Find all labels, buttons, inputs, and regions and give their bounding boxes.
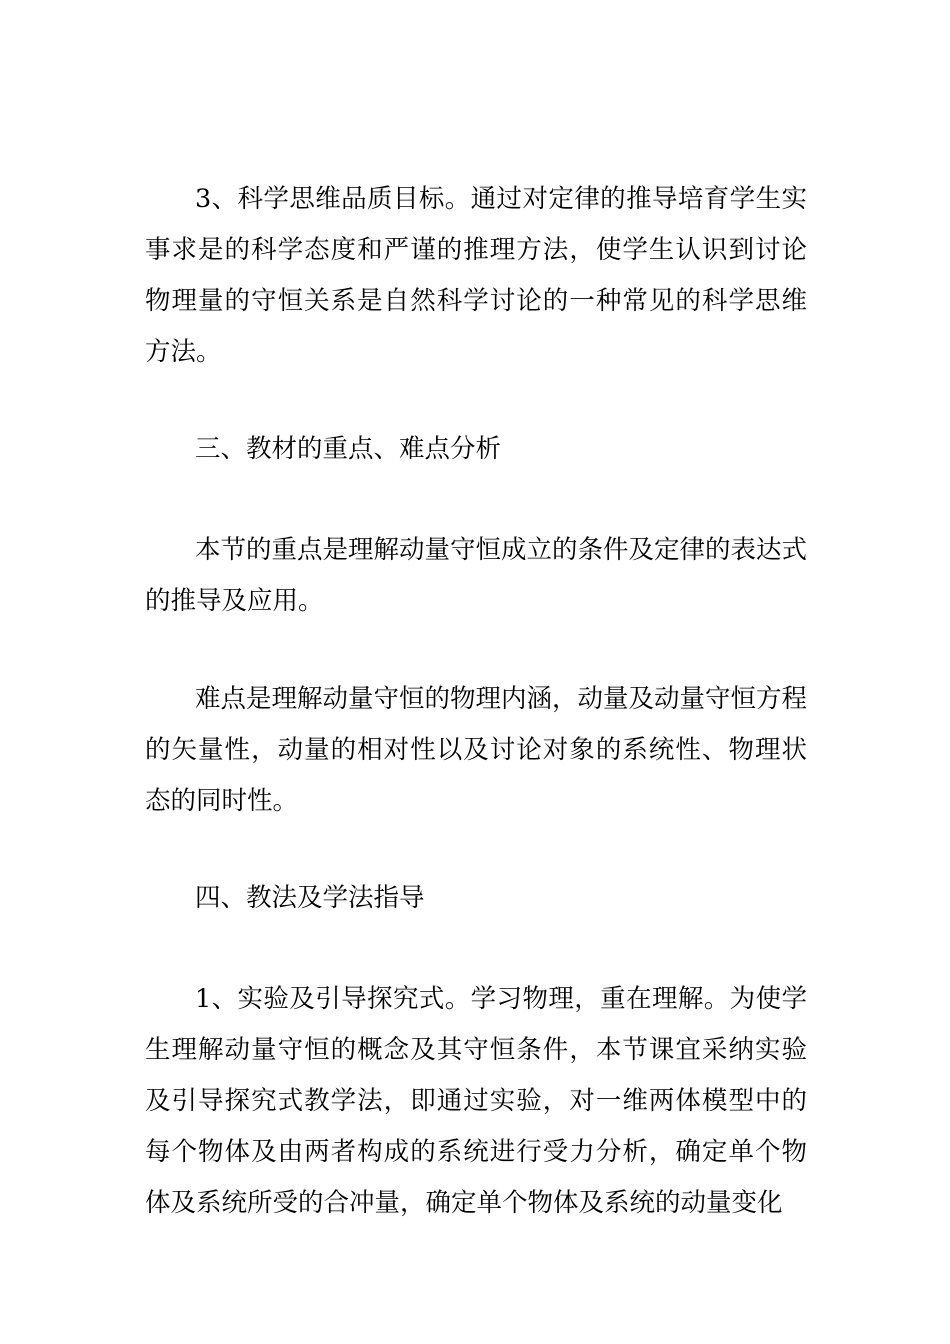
- paragraph-experiment-inquiry-method: 1、实验及引导探究式。学习物理，重在理解。为使学生理解动量守恒的概念及其守恒条件，本节课宜采纳实验及引导探究式教学法，即通过实验，对一维两体模型中的每个物体及由两者构成的系统进行受力分析，确定单个物体及系统所受的合冲量，确定单个物体及系统的动量变化: [145, 984, 807, 1218]
- paragraph-difficulty: 难点是理解动量守恒的物理内涵，动量及动量守恒方程的矢量性，动量的相对性以及讨论对象的系统性、物理状态的同时性。: [145, 684, 808, 816]
- paragraph-thinking-quality-goal: 3、科学思维品质目标。通过对定律的推导培育学生实事求是的科学态度和严谨的推理方法，使学生认识到讨论物理量的守恒关系是自然科学讨论的一种常见的科学思维方法。: [145, 184, 807, 367]
- section-heading-key-difficult-points: 三、教材的重点、难点分析: [195, 434, 502, 464]
- paragraph-key-point: 本节的重点是理解动量守恒成立的条件及定律的表达式的推导及应用。: [145, 535, 808, 616]
- section-heading-teaching-methods: 四、教法及学法指导: [195, 883, 425, 913]
